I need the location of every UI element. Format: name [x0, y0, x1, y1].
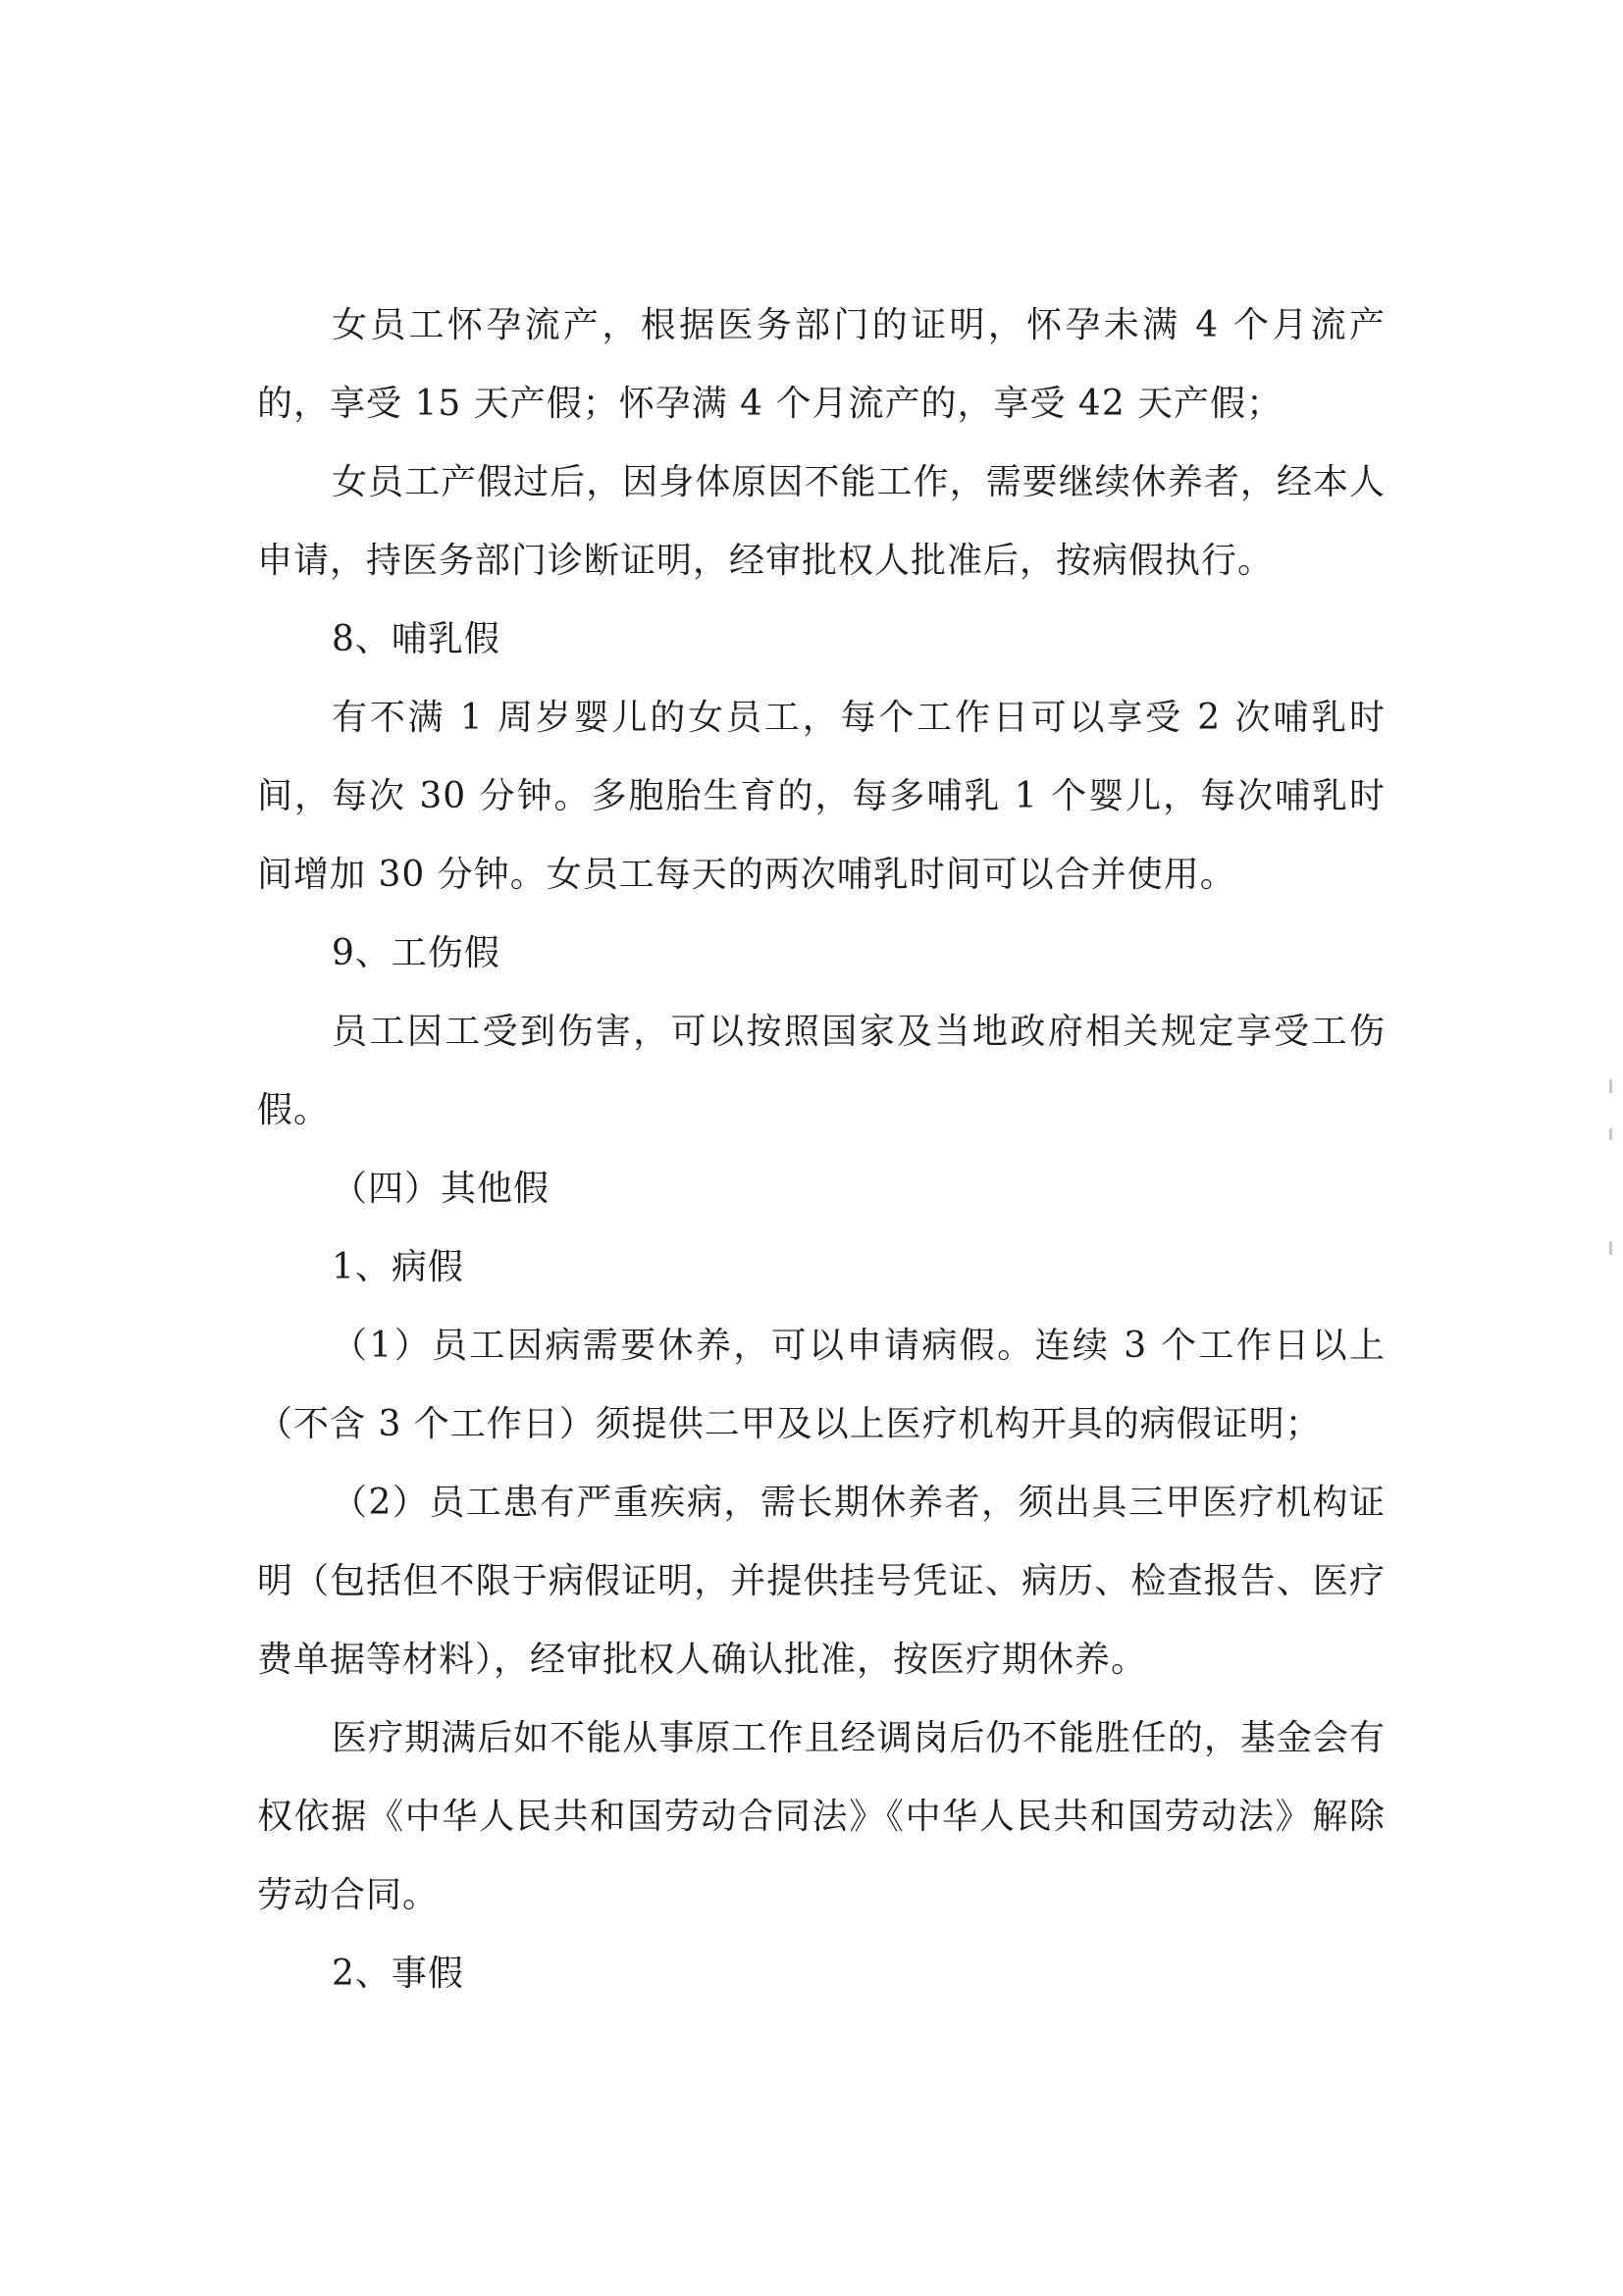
- paragraph-nursing-leave: 有不满 1 周岁婴儿的女员工，每个工作日可以享受 2 次哺乳时间，每次 30 分钟。多胞胎生育的，每多哺乳 1 个婴儿，每次哺乳时间增加 30 分钟。女员工每天的两次哺乳时间可以合并使用。: [257, 698, 1386, 895]
- paragraph-sick-leave-2: （2）员工患有严重疾病，需长期休养者，须出具三甲医疗机构证明（包括但不限于病假证明，并提供挂号凭证、病历、检查报告、医疗费单据等材料），经审批权人确认批准，按医疗期休养。: [257, 1483, 1386, 1680]
- scan-edge-mark-2: [1609, 1128, 1612, 1140]
- scan-edge-mark-3: [1609, 1241, 1612, 1255]
- paragraph-medical-period-expiry: 医疗期满后如不能从事原工作且经调岗后仍不能胜任的，基金会有权依据《中华人民共和国劳动合同法》《中华人民共和国劳动法》解除劳动合同。: [257, 1718, 1386, 1915]
- heading-sick-leave: 1、病假: [332, 1247, 464, 1287]
- heading-nursing-leave: 8、哺乳假: [332, 619, 500, 659]
- document-body: [257, 287, 1386, 2013]
- paragraph-post-maternity-sick-leave: 女员工产假过后，因身体原因不能工作，需要继续休养者，经本人申请，持医务部门诊断证明，经审批权人批准后，按病假执行。: [257, 462, 1386, 581]
- heading-work-injury-leave: 9、工伤假: [332, 933, 500, 973]
- heading-personal-leave: 2、事假: [332, 1954, 464, 1994]
- paragraph-miscarriage-leave: 女员工怀孕流产，根据医务部门的证明，怀孕未满 4 个月流产的，享受 15 天产假；怀孕满 4 个月流产的，享受 42 天产假；: [257, 305, 1386, 424]
- paragraph-sick-leave-1: （1）员工因病需要休养，可以申请病假。连续 3 个工作日以上（不含 3 个工作日）须提供二甲及以上医疗机构开具的病假证明；: [257, 1326, 1386, 1444]
- heading-other-leave: （四）其他假: [332, 1169, 550, 1209]
- paragraph-work-injury-leave: 员工因工受到伤害，可以按照国家及当地政府相关规定享受工伤假。: [257, 1012, 1386, 1130]
- scan-edge-mark-1: [1609, 1079, 1612, 1093]
